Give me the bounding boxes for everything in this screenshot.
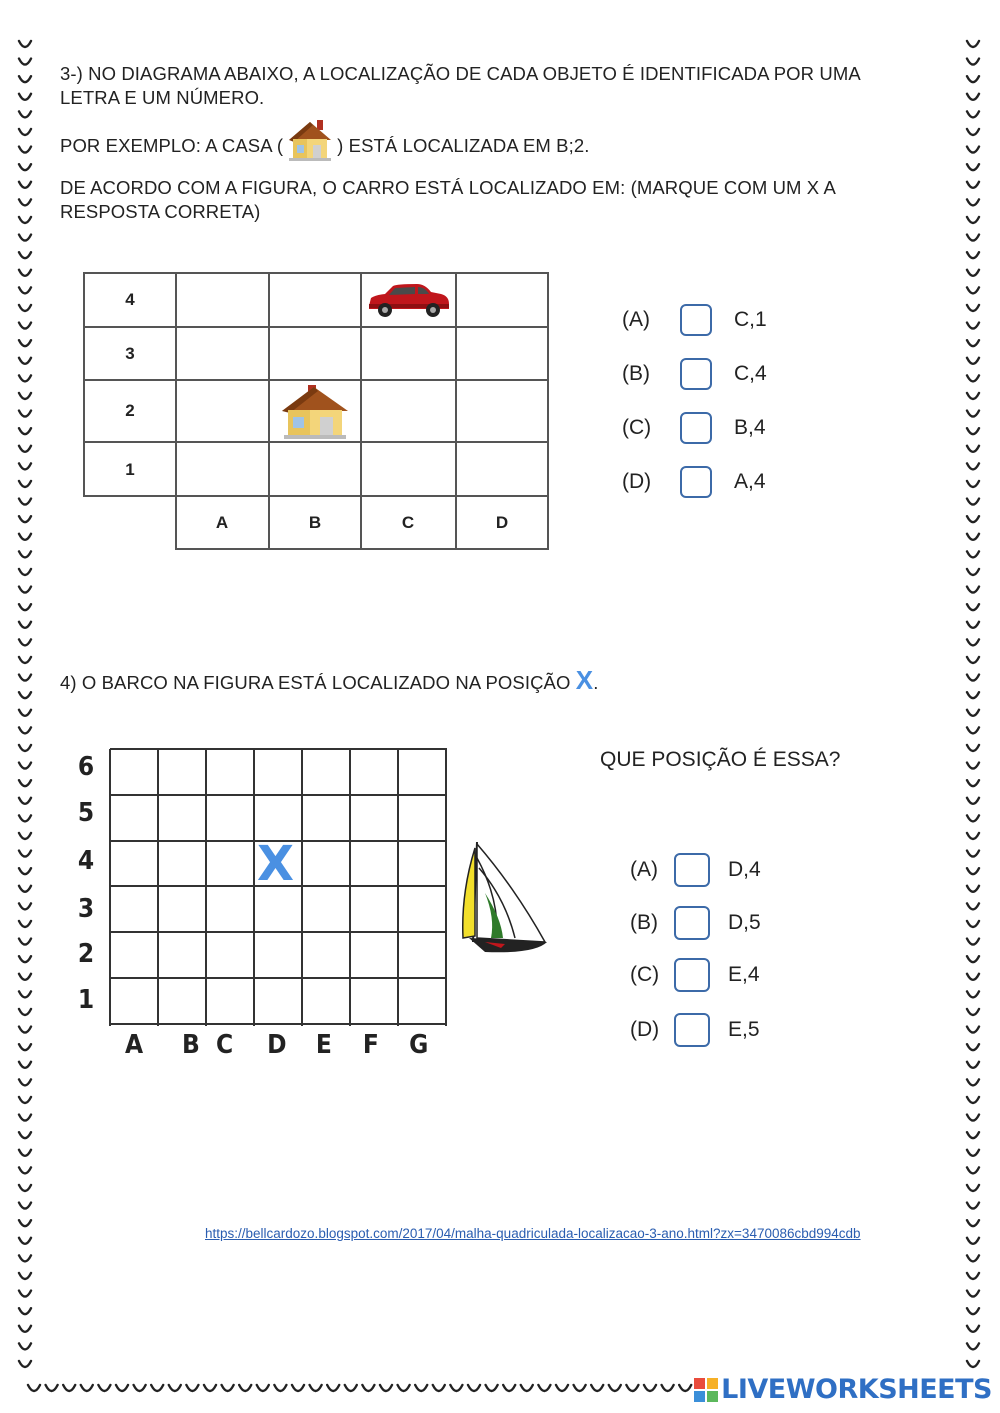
border-chevron <box>345 1385 357 1391</box>
border-chevron <box>609 1385 621 1391</box>
q3-grid-cell <box>175 441 270 497</box>
q4-grid-vline <box>445 749 447 1026</box>
border-chevron <box>967 727 979 733</box>
q4-grid-hline <box>110 931 447 933</box>
border-chevron <box>19 76 31 82</box>
q3-grid-cell <box>268 441 362 497</box>
border-chevron <box>644 1385 656 1391</box>
border-chevron <box>967 1185 979 1191</box>
border-chevron <box>19 340 31 346</box>
border-chevron <box>967 1044 979 1050</box>
house-icon <box>285 118 335 162</box>
q4-grid-marker: X <box>257 836 295 892</box>
border-chevron <box>967 76 979 82</box>
q4-grid-vline <box>301 749 303 1026</box>
border-chevron <box>967 692 979 698</box>
border-chevron <box>967 446 979 452</box>
car-icon <box>365 284 451 318</box>
logo-icon <box>693 1377 719 1403</box>
q4-col-label: G <box>409 1030 429 1060</box>
border-chevron <box>967 604 979 610</box>
q3-option-c <box>622 411 766 445</box>
option-value: D,5 <box>728 911 761 934</box>
border-chevron <box>967 428 979 434</box>
border-chevron <box>19 411 31 417</box>
border-chevron <box>538 1385 550 1391</box>
q3-row-label: 2 <box>125 401 135 420</box>
border-chevron <box>967 499 979 505</box>
q4-col-label: B <box>181 1030 200 1060</box>
border-chevron <box>967 305 979 311</box>
reference-link[interactable]: https://bellcardozo.blogspot.com/2017/04/malha-quadriculada-localizacao-3-ano.html?zx=3470086cbd994cdb <box>205 1226 861 1241</box>
border-chevron <box>967 1308 979 1314</box>
border-chevron <box>967 1220 979 1226</box>
border-chevron <box>274 1385 286 1391</box>
border-chevron <box>19 780 31 786</box>
border-chevron <box>556 1385 568 1391</box>
border-chevron <box>19 41 31 47</box>
border-chevron <box>967 886 979 892</box>
option-letter: (C) <box>622 416 652 439</box>
border-chevron <box>19 692 31 698</box>
border-chevron <box>19 1273 31 1279</box>
border-chevron <box>967 675 979 681</box>
border-chevron <box>19 903 31 909</box>
border-chevron <box>679 1385 691 1391</box>
border-chevron <box>19 551 31 557</box>
border-chevron <box>19 358 31 364</box>
border-chevron <box>398 1385 410 1391</box>
border-chevron <box>19 217 31 223</box>
q4-col-label: D <box>267 1030 287 1060</box>
q4-grid-vline <box>349 749 351 1026</box>
border-chevron <box>19 851 31 857</box>
answer-checkbox[interactable] <box>674 906 710 940</box>
border-chevron <box>19 710 31 716</box>
border-chevron <box>19 622 31 628</box>
border-chevron <box>19 868 31 874</box>
border-chevron <box>19 974 31 980</box>
q4-row-label: 1 <box>77 985 95 1015</box>
border-chevron <box>967 516 979 522</box>
answer-checkbox[interactable] <box>680 466 712 498</box>
q3-intro <box>60 62 940 110</box>
q4-row-label: 5 <box>77 798 95 828</box>
border-chevron <box>967 1079 979 1085</box>
border-chevron <box>19 1062 31 1068</box>
border-chevron <box>19 939 31 945</box>
border-chevron <box>967 411 979 417</box>
option-value: C,4 <box>734 362 767 385</box>
border-chevron <box>19 1167 31 1173</box>
border-chevron <box>19 499 31 505</box>
border-chevron <box>967 815 979 821</box>
answer-checkbox[interactable] <box>680 358 712 390</box>
q4-grid-vline <box>157 749 159 1026</box>
border-chevron <box>967 340 979 346</box>
q3-row-label: 4 <box>125 290 135 309</box>
q3-grid-cell <box>455 326 549 381</box>
q4-grid-vline <box>205 749 207 1026</box>
option-letter: (A) <box>622 308 650 331</box>
option-letter: (D) <box>622 470 652 493</box>
q3-grid-cell <box>455 272 549 328</box>
border-chevron <box>19 1203 31 1209</box>
border-chevron <box>967 903 979 909</box>
border-chevron <box>257 1385 269 1391</box>
border-chevron <box>19 1238 31 1244</box>
sailboat-icon <box>455 838 555 960</box>
border-chevron <box>19 1185 31 1191</box>
border-chevron <box>19 1255 31 1261</box>
border-chevron <box>967 199 979 205</box>
q3-line2: LETRA E UM NÚMERO. <box>60 87 265 108</box>
border-chevron <box>19 833 31 839</box>
border-chevron <box>362 1385 374 1391</box>
border-chevron <box>28 1385 40 1391</box>
border-chevron <box>967 956 979 962</box>
option-value: C,1 <box>734 308 767 331</box>
border-chevron <box>967 551 979 557</box>
q4-row-label: 3 <box>77 894 95 924</box>
border-chevron <box>19 182 31 188</box>
border-chevron <box>967 798 979 804</box>
q3-grid-cell <box>175 272 270 328</box>
q3-grid-cell <box>268 272 362 328</box>
border-chevron <box>486 1385 498 1391</box>
border-chevron <box>967 921 979 927</box>
q3-col-label: B <box>308 513 322 532</box>
q3-grid-cell <box>455 441 549 497</box>
border-chevron <box>967 1255 979 1261</box>
border-chevron <box>46 1385 58 1391</box>
q4-option-b <box>630 906 761 940</box>
house-icon <box>278 383 352 441</box>
border-chevron <box>967 481 979 487</box>
answer-checkbox[interactable] <box>674 1013 710 1047</box>
border-chevron <box>19 393 31 399</box>
q3-grid-cell <box>175 326 270 381</box>
border-chevron <box>967 534 979 540</box>
border-chevron <box>380 1385 392 1391</box>
border-chevron <box>967 358 979 364</box>
border-chevron <box>967 111 979 117</box>
q3-col-label: C <box>401 513 415 532</box>
border-chevron <box>503 1385 515 1391</box>
q4-option-c <box>630 958 760 992</box>
border-chevron <box>450 1385 462 1391</box>
option-value: B,4 <box>734 416 766 439</box>
q4-row-label: 6 <box>77 752 95 782</box>
q4-grid-hline <box>110 794 447 796</box>
border-chevron <box>19 111 31 117</box>
border-chevron <box>967 1062 979 1068</box>
border-chevron <box>967 235 979 241</box>
border-chevron <box>967 1291 979 1297</box>
border-chevron <box>98 1385 110 1391</box>
q3-grid-cell <box>360 441 457 497</box>
border-chevron <box>967 780 979 786</box>
border-chevron <box>967 1115 979 1121</box>
q3-option-b <box>622 357 767 391</box>
border-chevron <box>19 481 31 487</box>
q4-row-label: 2 <box>77 939 95 969</box>
border-chevron <box>19 375 31 381</box>
border-chevron <box>81 1385 93 1391</box>
q3-grid-cell <box>268 326 362 381</box>
border-chevron <box>967 1326 979 1332</box>
option-letter: (D) <box>630 1018 660 1041</box>
q3-option-a <box>622 303 767 337</box>
border-chevron <box>662 1385 674 1391</box>
border-chevron <box>967 129 979 135</box>
border-chevron <box>327 1385 339 1391</box>
q3-col-label: A <box>215 513 229 532</box>
border-chevron <box>19 1027 31 1033</box>
border-chevron <box>19 323 31 329</box>
border-chevron <box>967 1343 979 1349</box>
q4-question: QUE POSIÇÃO É ESSA? <box>600 748 841 771</box>
border-chevron <box>19 727 31 733</box>
q3-example-after: ) ESTÁ LOCALIZADA EM B;2. <box>337 135 590 156</box>
border-chevron <box>19 1150 31 1156</box>
q3-grid-cell <box>360 379 457 443</box>
q3-row-label: 3 <box>125 344 135 363</box>
border-chevron <box>967 1150 979 1156</box>
border-chevron <box>19 815 31 821</box>
border-chevron <box>967 1167 979 1173</box>
q4-grid-vline <box>397 749 399 1026</box>
option-letter: (B) <box>630 911 658 934</box>
border-chevron <box>967 182 979 188</box>
border-chevron <box>19 199 31 205</box>
border-chevron <box>967 710 979 716</box>
border-chevron <box>967 622 979 628</box>
q4-marker-label: X <box>575 665 594 695</box>
q3-prompt-line2: RESPOSTA CORRETA) <box>60 201 261 222</box>
border-chevron <box>19 305 31 311</box>
border-chevron <box>967 1097 979 1103</box>
border-chevron <box>967 639 979 645</box>
border-chevron <box>19 956 31 962</box>
q4-option-a <box>630 853 761 887</box>
border-chevron <box>967 745 979 751</box>
q4-grid-hline <box>110 748 447 750</box>
border-chevron <box>19 1132 31 1138</box>
q4-grid-hline <box>110 1023 447 1025</box>
q3-grid-cell <box>455 379 549 443</box>
border-chevron <box>967 763 979 769</box>
border-chevron <box>967 939 979 945</box>
border-chevron <box>19 1326 31 1332</box>
border-chevron <box>967 94 979 100</box>
border-chevron <box>19 94 31 100</box>
border-chevron <box>19 1079 31 1085</box>
border-chevron <box>19 235 31 241</box>
border-chevron <box>19 1044 31 1050</box>
option-letter: (C) <box>630 963 660 986</box>
q3-example <box>60 130 940 162</box>
border-chevron <box>433 1385 445 1391</box>
q3-example-before: POR EXEMPLO: A CASA ( <box>60 135 284 156</box>
border-chevron <box>19 604 31 610</box>
border-chevron <box>186 1385 198 1391</box>
border-chevron <box>19 1291 31 1297</box>
option-letter: (A) <box>630 858 658 881</box>
border-chevron <box>63 1385 75 1391</box>
border-chevron <box>967 59 979 65</box>
answer-checkbox[interactable] <box>674 958 710 992</box>
q3-grid-cell <box>360 326 457 381</box>
q4-prompt <box>60 665 940 695</box>
border-chevron <box>967 270 979 276</box>
border-chevron <box>967 287 979 293</box>
border-chevron <box>967 252 979 258</box>
liveworksheets-logo <box>693 1374 992 1405</box>
border-chevron <box>967 1009 979 1015</box>
border-chevron <box>967 41 979 47</box>
border-chevron <box>967 868 979 874</box>
option-letter: (B) <box>622 362 650 385</box>
border-chevron <box>204 1385 216 1391</box>
q4-col-label: C <box>215 1030 234 1060</box>
q4-col-label: A <box>125 1030 144 1060</box>
border-chevron <box>19 1115 31 1121</box>
option-value: D,4 <box>728 858 761 881</box>
border-chevron <box>967 851 979 857</box>
border-chevron <box>967 1273 979 1279</box>
answer-checkbox[interactable] <box>680 412 712 444</box>
q4-col-label: E <box>315 1030 332 1060</box>
border-chevron <box>967 657 979 663</box>
border-chevron <box>19 1220 31 1226</box>
q3-line1: 3-) NO DIAGRAMA ABAIXO, A LOCALIZAÇÃO DE CADA OBJETO É IDENTIFICADA POR UMA <box>60 63 861 84</box>
option-value: A,4 <box>734 470 766 493</box>
border-chevron <box>967 393 979 399</box>
border-chevron <box>967 569 979 575</box>
border-chevron <box>292 1385 304 1391</box>
q4-grid-hline <box>110 977 447 979</box>
border-chevron <box>19 270 31 276</box>
border-chevron <box>967 463 979 469</box>
border-chevron <box>19 59 31 65</box>
border-chevron <box>967 323 979 329</box>
border-chevron <box>967 1203 979 1209</box>
border-chevron <box>151 1385 163 1391</box>
border-chevron <box>967 1238 979 1244</box>
border-chevron <box>967 587 979 593</box>
border-chevron <box>967 991 979 997</box>
border-chevron <box>222 1385 234 1391</box>
q3-prompt-line1: DE ACORDO COM A FIGURA, O CARRO ESTÁ LOCALIZADO EM: (MARQUE COM UM X A <box>60 177 836 198</box>
border-chevron <box>19 798 31 804</box>
border-chevron <box>967 147 979 153</box>
option-value: E,5 <box>728 1018 760 1041</box>
border-chevron <box>967 974 979 980</box>
answer-checkbox[interactable] <box>674 853 710 887</box>
border-chevron <box>19 639 31 645</box>
border-chevron <box>19 1343 31 1349</box>
border-chevron <box>19 463 31 469</box>
q3-prompt <box>60 176 940 224</box>
border-chevron <box>19 287 31 293</box>
border-chevron <box>574 1385 586 1391</box>
border-chevron <box>19 446 31 452</box>
q4-col-label: F <box>362 1030 379 1060</box>
border-chevron <box>19 745 31 751</box>
border-chevron <box>19 1097 31 1103</box>
option-value: E,4 <box>728 963 760 986</box>
border-chevron <box>967 217 979 223</box>
border-chevron <box>468 1385 480 1391</box>
border-chevron <box>967 1361 979 1367</box>
q3-col-label: D <box>495 513 509 532</box>
border-chevron <box>967 375 979 381</box>
border-chevron <box>19 1009 31 1015</box>
q4-grid-vline <box>253 749 255 1026</box>
border-chevron <box>116 1385 128 1391</box>
q3-grid-cell <box>175 379 270 443</box>
q4-prompt-text: 4) O BARCO NA FIGURA ESTÁ LOCALIZADO NA POSIÇÃO <box>60 672 576 693</box>
border-chevron <box>169 1385 181 1391</box>
border-chevron <box>19 129 31 135</box>
border-chevron <box>19 516 31 522</box>
border-chevron <box>19 252 31 258</box>
border-chevron <box>19 921 31 927</box>
border-chevron <box>967 1132 979 1138</box>
border-chevron <box>310 1385 322 1391</box>
q4-period: . <box>593 672 599 693</box>
q3-option-d <box>622 465 766 499</box>
border-chevron <box>19 991 31 997</box>
q4-grid-vline <box>109 749 111 1026</box>
border-chevron <box>415 1385 427 1391</box>
border-chevron <box>521 1385 533 1391</box>
border-chevron <box>19 1308 31 1314</box>
border-chevron <box>967 833 979 839</box>
logo-text: LIVEWORKSHEETS <box>721 1374 992 1405</box>
border-chevron <box>134 1385 146 1391</box>
q4-option-d <box>630 1013 760 1047</box>
border-chevron <box>967 1027 979 1033</box>
border-chevron <box>239 1385 251 1391</box>
border-chevron <box>19 164 31 170</box>
border-chevron <box>19 763 31 769</box>
border-chevron <box>626 1385 638 1391</box>
border-chevron <box>19 569 31 575</box>
border-chevron <box>19 886 31 892</box>
border-chevron <box>19 587 31 593</box>
border-chevron <box>19 675 31 681</box>
border-chevron <box>19 428 31 434</box>
border-chevron <box>591 1385 603 1391</box>
border-chevron <box>19 534 31 540</box>
border-chevron <box>19 147 31 153</box>
q4-row-label: 4 <box>77 846 95 876</box>
border-chevron <box>967 164 979 170</box>
border-chevron <box>19 1361 31 1367</box>
border-chevron <box>19 657 31 663</box>
q3-row-label: 1 <box>125 460 135 479</box>
answer-checkbox[interactable] <box>680 304 712 336</box>
